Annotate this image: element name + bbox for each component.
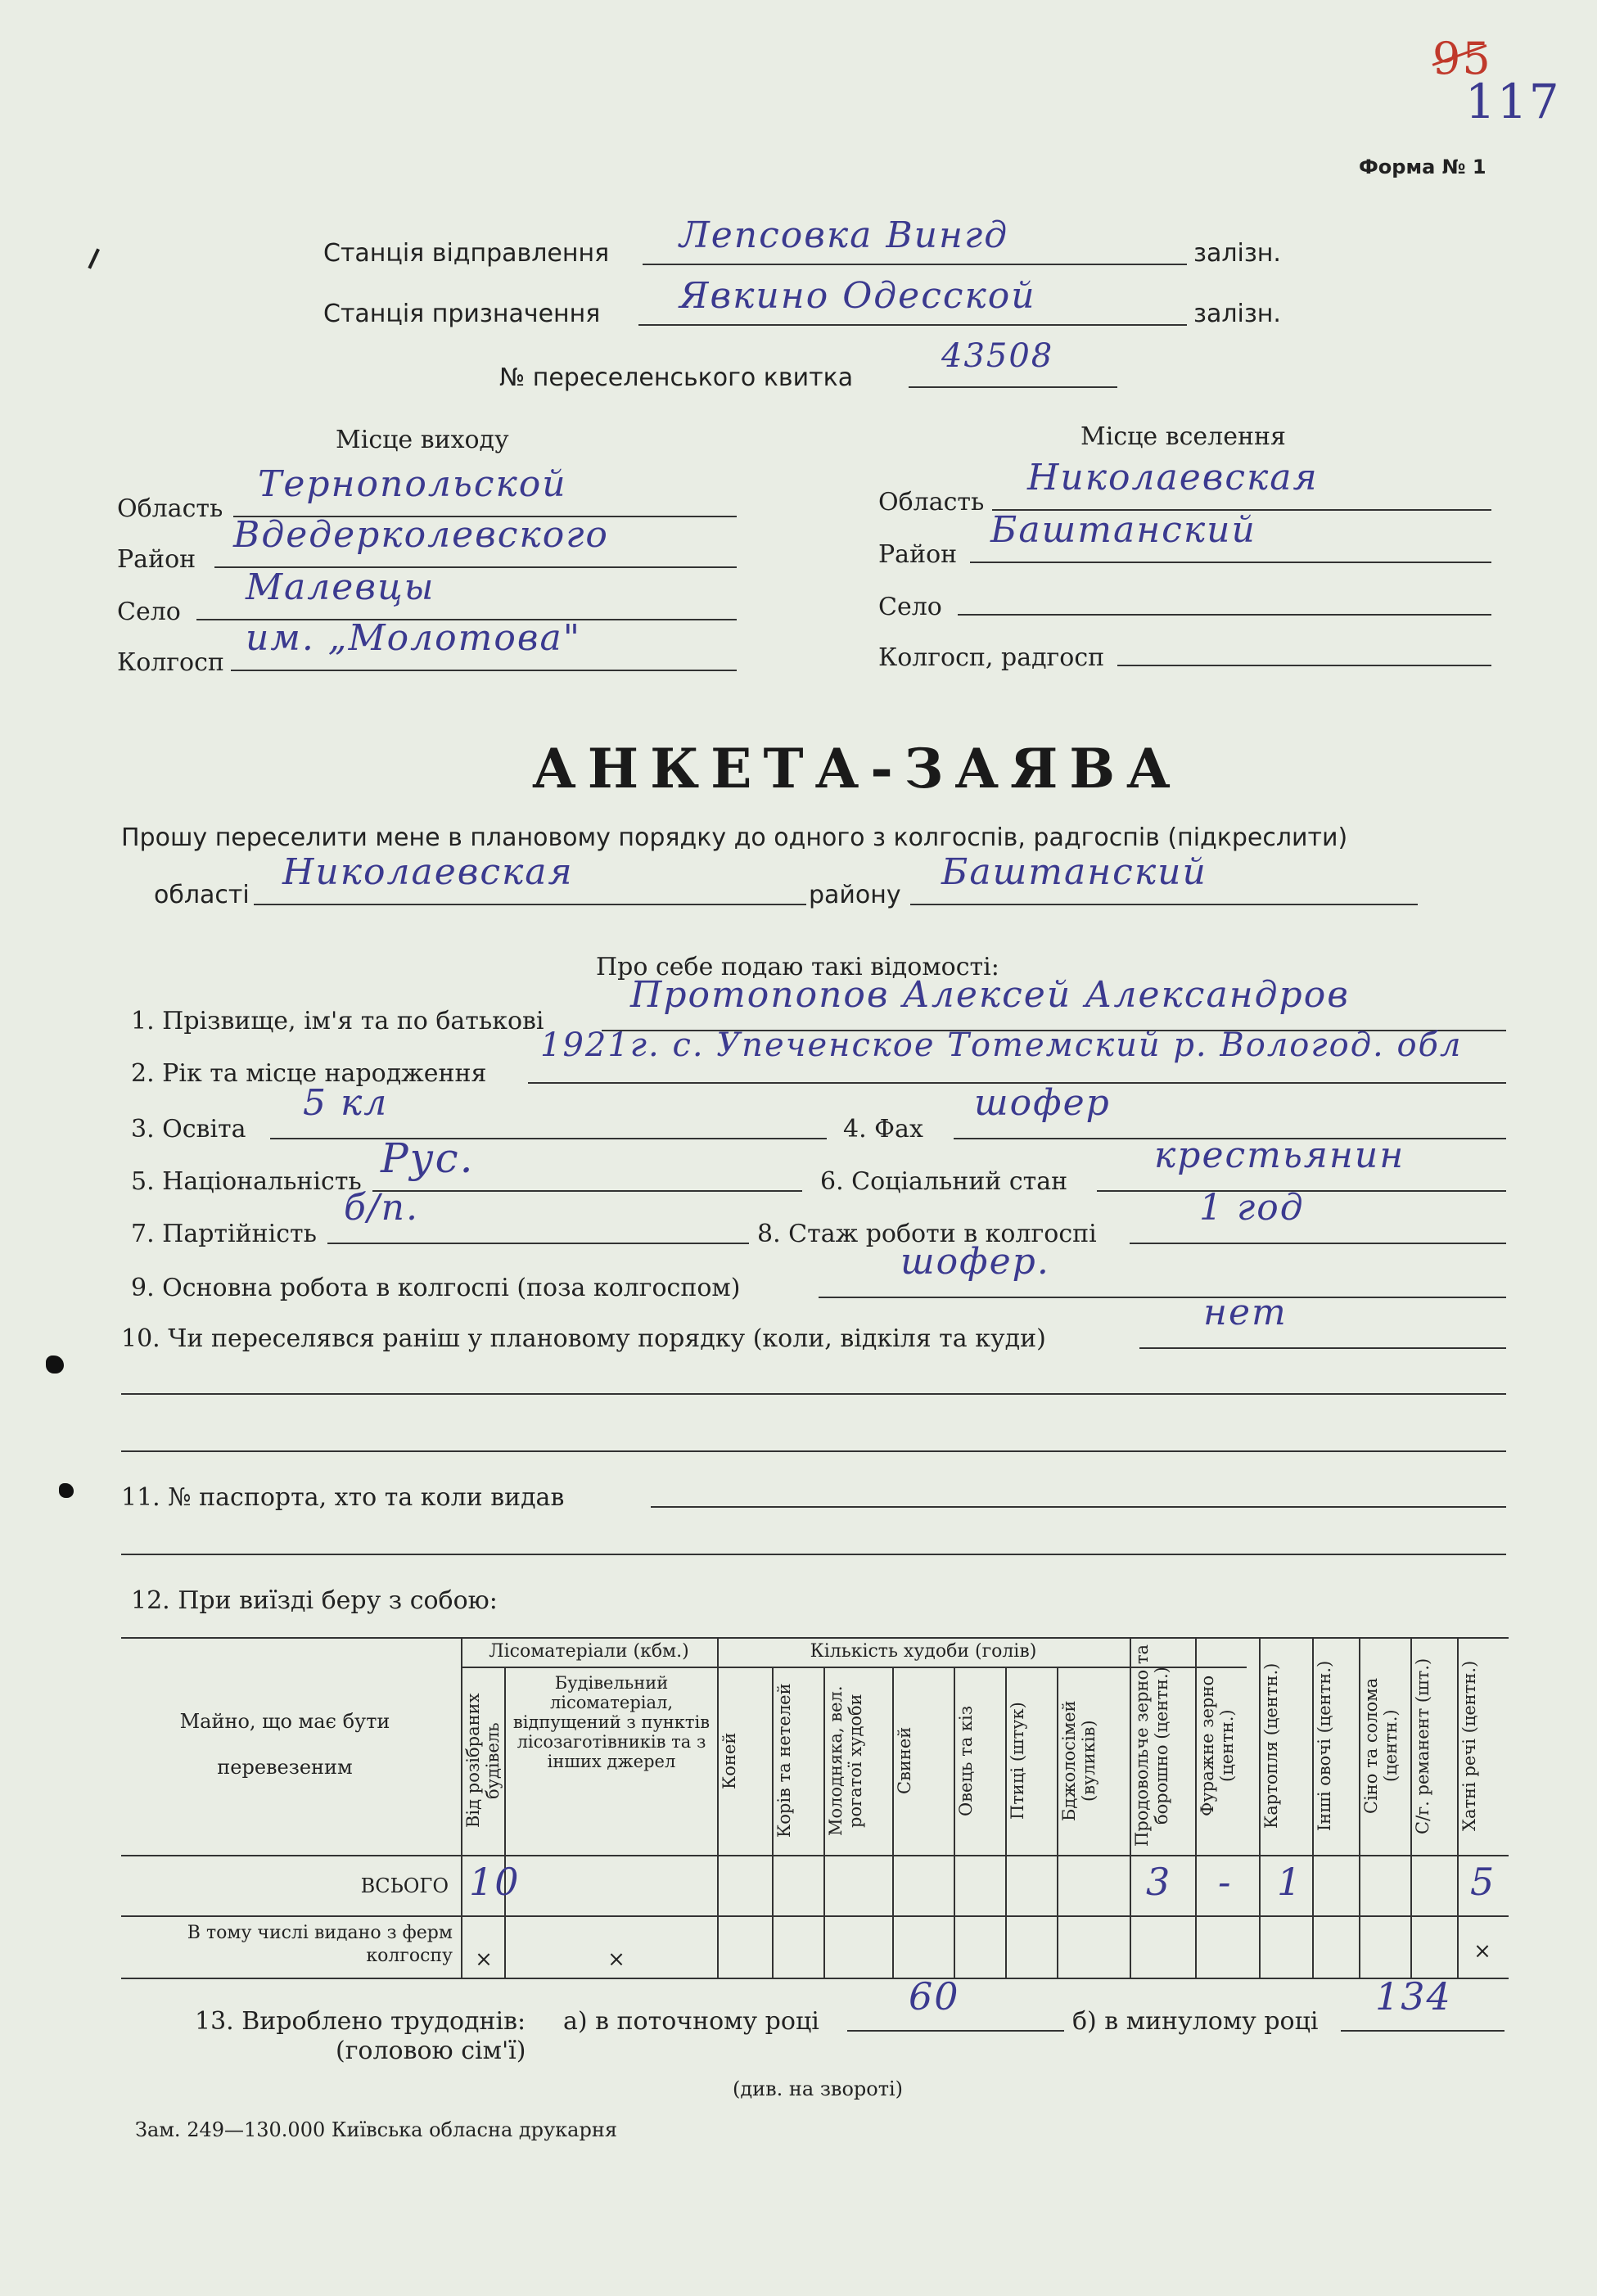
total-household: 5 [1470, 1860, 1496, 1904]
col-sheep: Овець та кіз [956, 1705, 976, 1816]
field-9-value: шофер. [900, 1241, 1050, 1283]
request-raion-value: Баштанский [941, 851, 1207, 893]
field-4-value: шофер [974, 1082, 1111, 1124]
col-birds: Птиці (штук) [1008, 1702, 1027, 1820]
group-lumber-header: Лісоматеріали (кбм.) [489, 1641, 689, 1662]
field-1-value: Протопопов Алексей Александров [630, 974, 1350, 1016]
form-number: Форма № 1 [1359, 156, 1486, 178]
document-title: АНКЕТА-ЗАЯВА [532, 737, 1182, 801]
workdays-label: 13. Вироблено трудоднів: [195, 2007, 526, 2036]
col-hay: Сіно та солома (центн.) [1361, 1677, 1401, 1815]
field-11-label: 11. № паспорта, хто та коли видав [121, 1483, 565, 1512]
page-number: 117 [1465, 74, 1561, 129]
field-7-value: б/п. [344, 1187, 420, 1229]
request-raion-label: району [809, 881, 901, 909]
dest-heading: Місце вселення [1080, 422, 1286, 451]
intro-text: Про себе подаю такі відомості: [596, 953, 999, 981]
request-line: Прошу переселити мене в плановому порядку до одного з колгоспів, радгоспів (підкреслити) [121, 823, 1348, 852]
field-9-label: 9. Основна робота в колгоспі (поза колгоспом) [131, 1274, 741, 1302]
farm-cross-1: × [475, 1947, 493, 1972]
workdays-previous-value: 134 [1375, 1974, 1452, 2019]
field-1-label: 1. Прізвище, ім'я та по батькові [131, 1007, 544, 1035]
group-cattle-header: Кількість худоби (голів) [810, 1641, 1037, 1662]
col-veg: Інші овочі (центн.) [1315, 1660, 1334, 1832]
total-food-grain: 3 [1146, 1860, 1172, 1904]
col-dismantled: Від розібраних будівель [463, 1693, 503, 1829]
ticket-label: № переселенського квитка [499, 363, 854, 392]
field-12-label: 12. При виїзді беру з собою: [131, 1586, 498, 1615]
field-8-label: 8. Стаж роботи в колгоспі [757, 1220, 1097, 1248]
col-cows: Корів та нетелей [774, 1683, 794, 1838]
col-young: Молодняка, вел. рогатої худоби [826, 1685, 865, 1836]
col-pigs: Свиней [895, 1726, 914, 1795]
total-dismantled: 10 [469, 1860, 521, 1904]
dest-kolhosp-label: Колгосп, радгосп [878, 643, 1105, 672]
departure-suffix: залізн. [1193, 239, 1281, 268]
farm-cross-2: × [607, 1947, 625, 1972]
total-potato: 1 [1277, 1860, 1303, 1904]
origin-kolhosp-label: Колгосп [117, 648, 224, 677]
field-7-label: 7. Партійність [131, 1220, 317, 1248]
workdays-current-label: а) в поточному році [563, 2007, 819, 2036]
field-6-value: крестьянин [1154, 1134, 1405, 1176]
origin-raion-value: Вдедерколевского [233, 514, 609, 556]
origin-raion-label: Район [117, 545, 196, 574]
total-fodder: - [1218, 1860, 1233, 1904]
departure-label: Станція відправлення [323, 239, 610, 268]
request-oblast-value: Николаевская [282, 851, 574, 893]
field-3-label: 3. Освіта [131, 1115, 246, 1143]
punch-hole-1 [46, 1355, 64, 1374]
workdays-current-value: 60 [909, 1974, 960, 2019]
dest-raion-label: Район [878, 540, 958, 569]
origin-selo-label: Село [117, 598, 181, 626]
field-5-value: Рус. [381, 1134, 475, 1182]
printer-note: Зам. 249—130.000 Київська обласна друкарня [135, 2118, 617, 2141]
destination-label: Станція призначення [323, 300, 601, 328]
col-bees: Бджолосімей (вуликів) [1059, 1700, 1099, 1821]
dest-oblast-value: Николаевская [1027, 457, 1319, 498]
field-10-label: 10. Чи переселявся раніш у плановому порядку (коли, відкіля та куди) [121, 1324, 1046, 1353]
col-household: Хатні речі (центн.) [1459, 1660, 1479, 1832]
col-fodder: Фуражне зерно (центн.) [1198, 1675, 1237, 1817]
field-4-label: 4. Фах [843, 1115, 923, 1143]
field-5-label: 5. Національність [131, 1167, 362, 1196]
see-reverse: (див. на звороті) [733, 2077, 904, 2100]
col-building: Будівельний лісоматеріал, відпущений з пунктів лісозаготівників та з інших джерел [512, 1673, 711, 1771]
col-potato: Картопля (центн.) [1261, 1662, 1281, 1829]
origin-heading: Місце виходу [336, 426, 509, 454]
property-table [121, 1637, 1509, 2014]
punch-hole-2 [59, 1483, 74, 1498]
margin-tick-1 [88, 248, 110, 273]
workdays-sublabel: (головою сім'ї) [336, 2037, 526, 2065]
col-food-grain: Продовольче зерно та борошно (центн.) [1132, 1644, 1171, 1847]
departure-value: Лепсовка Вингд [679, 214, 1009, 256]
dest-selo-label: Село [878, 593, 942, 621]
origin-selo-value: Малевцы [246, 566, 435, 608]
field-8-value: 1 год [1199, 1187, 1305, 1229]
request-oblast-label: області [154, 881, 250, 909]
destination-suffix: залізн. [1193, 300, 1281, 328]
ticket-value: 43508 [941, 337, 1054, 375]
col-inventory: С/г. реманент (шт.) [1413, 1658, 1432, 1834]
field-2-label: 2. Рік та місце народження [131, 1059, 487, 1088]
origin-oblast-value: Тернопольской [258, 463, 567, 505]
farm-cross-3: × [1473, 1939, 1491, 1964]
origin-kolhosp-value: им. „Молотова" [246, 617, 581, 659]
field-6-label: 6. Соціальний стан [820, 1167, 1068, 1196]
workdays-previous-label: б) в минулому році [1072, 2007, 1319, 2036]
destination-value: Явкино Одесской [679, 275, 1036, 317]
dest-raion-value: Баштанский [990, 509, 1256, 551]
field-3-value: 5 кл [303, 1082, 389, 1124]
page-number-struck: 95 [1432, 33, 1492, 84]
row-farm-label: В тому числі видано з ферм колгоспу [187, 1923, 453, 1966]
origin-oblast-label: Область [117, 494, 223, 523]
row-header: Майно, що має бути перевезеним [179, 1710, 390, 1779]
field-2-value: 1921г. с. Упеченское Тотемский р. Вологод. обл [540, 1026, 1463, 1064]
row-total-label: ВСЬОГО [360, 1874, 449, 1897]
field-10-value: нет [1203, 1292, 1288, 1333]
col-horses: Коней [720, 1732, 739, 1789]
dest-oblast-label: Область [878, 488, 985, 516]
